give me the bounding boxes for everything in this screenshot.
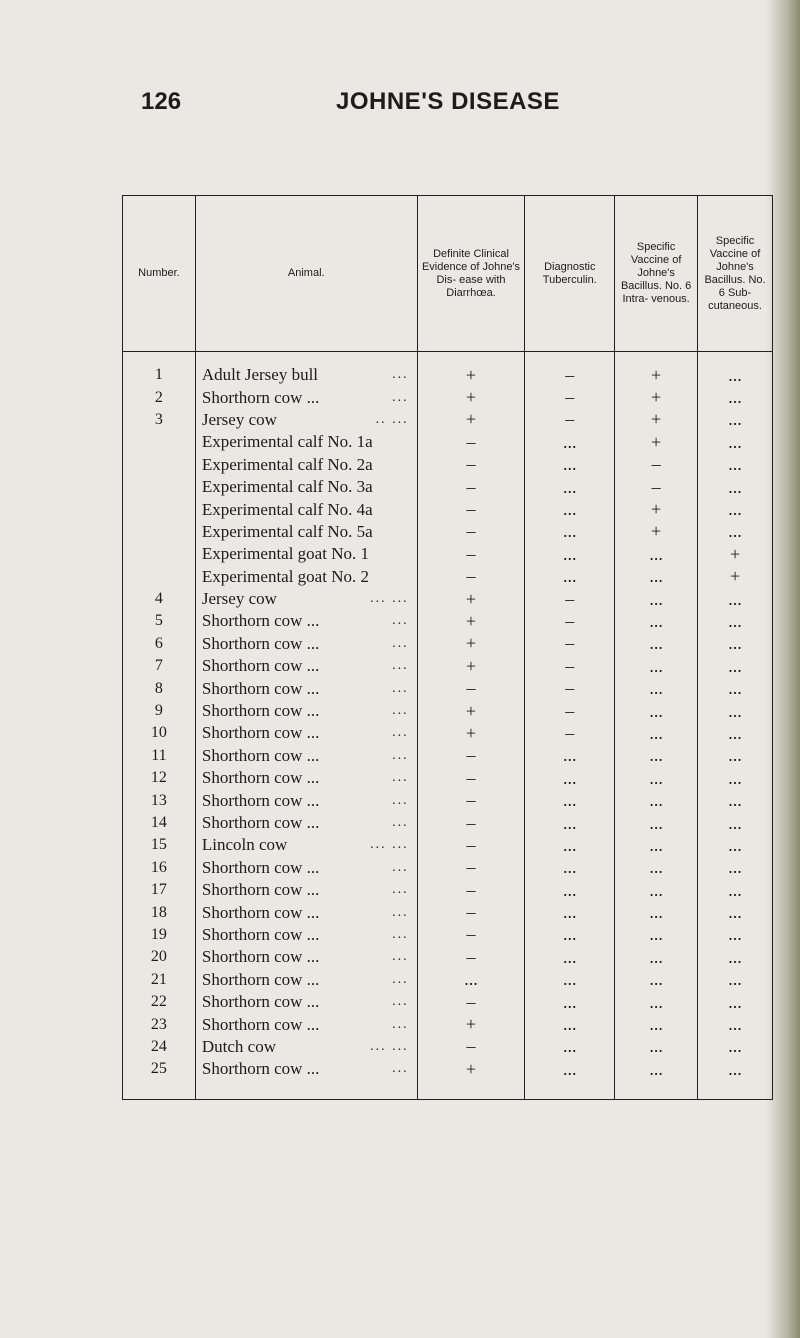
row-clinical-evidence: –: [417, 991, 525, 1013]
row-diagnostic-tuberculin: –: [525, 409, 615, 431]
table-row: [123, 879, 773, 901]
animal-label: Shorthorn cow ...: [201, 611, 320, 631]
row-vaccine-intravenous: ...: [615, 812, 698, 834]
table-row: [123, 521, 773, 543]
row-diagnostic-tuberculin: ...: [525, 834, 615, 856]
row-animal: [195, 476, 417, 498]
row-vaccine-subcutaneous: ...: [728, 1014, 742, 1035]
row-vaccine-intravenous: ...: [615, 924, 698, 946]
leader-dots: ...: [392, 792, 409, 808]
row-vaccine-subcutaneous: ...: [728, 790, 742, 811]
leader-dots: .. ...: [375, 411, 409, 427]
row-diagnostic-tuberculin: ...: [525, 1013, 615, 1035]
animal-label: Shorthorn cow ...: [201, 902, 320, 922]
leader-dots: ...: [392, 1061, 409, 1077]
table-row: [123, 991, 773, 1013]
table-row: [123, 700, 773, 722]
animal-label: Shorthorn cow ...: [201, 387, 320, 407]
header-diagnostic-tuberculin: Diagnostic Tuberculin.: [525, 196, 615, 352]
animal-label: Shorthorn cow ...: [201, 745, 320, 765]
header-row: [123, 196, 773, 352]
header-number: Number.: [123, 196, 196, 352]
row-number: 19: [123, 924, 196, 946]
leader-dots: ...: [392, 904, 409, 920]
row-vaccine-intravenous: ...: [615, 991, 698, 1013]
animal-label: Jersey cow: [201, 589, 277, 609]
leader-dots: ...: [392, 725, 409, 741]
row-vaccine-subcutaneous: ...: [728, 879, 742, 900]
row-number: 15: [123, 834, 196, 856]
row-number: 5: [123, 610, 196, 632]
animal-label: Shorthorn cow ...: [201, 1014, 320, 1034]
row-animal: [195, 1013, 417, 1035]
animal-label: Shorthorn cow ...: [201, 701, 320, 721]
row-diagnostic-tuberculin: –: [525, 700, 615, 722]
row-number: 21: [123, 969, 196, 991]
row-diagnostic-tuberculin: –: [525, 722, 615, 744]
row-vaccine-intravenous: ...: [615, 700, 698, 722]
row-vaccine-intravenous: –: [615, 476, 698, 498]
animal-label: Shorthorn cow ...: [201, 969, 320, 989]
row-diagnostic-tuberculin: ...: [525, 566, 615, 588]
animal-label: Shorthorn cow ...: [201, 880, 320, 900]
leader-dots: ...: [392, 815, 409, 830]
row-vaccine-intravenous: ...: [615, 677, 698, 699]
row-vaccine-subcutaneous: ...: [728, 678, 742, 699]
row-clinical-evidence: –: [417, 946, 525, 968]
row-vaccine-subcutaneous: ...: [728, 364, 742, 385]
row-diagnostic-tuberculin: ...: [525, 901, 615, 923]
page-number: 126: [141, 88, 182, 115]
row-vaccine-subcutaneous: +: [729, 543, 741, 564]
header-vaccine-intravenous: Specific Vaccine of Johne's Bacillus. No. 6 Intra- venous.: [615, 196, 698, 352]
row-vaccine-subcutaneous: ...: [728, 633, 742, 654]
row-animal: [195, 409, 417, 431]
row-vaccine-intravenous: ...: [615, 745, 698, 767]
row-vaccine-intravenous: ...: [615, 834, 698, 856]
row-clinical-evidence: –: [417, 834, 525, 856]
table-row: [123, 745, 773, 767]
table-body: [123, 352, 773, 1100]
row-vaccine-intravenous: +: [615, 386, 698, 408]
table-row: [123, 1013, 773, 1035]
row-clinical-evidence: –: [417, 901, 525, 923]
table-row: [123, 498, 773, 520]
row-animal: [195, 969, 417, 991]
row-animal: [195, 655, 417, 677]
row-vaccine-subcutaneous: ...: [728, 610, 742, 631]
row-animal: [195, 498, 417, 520]
results-table: [122, 195, 773, 1100]
row-animal: [195, 879, 417, 901]
row-animal: [195, 633, 417, 655]
row-clinical-evidence: –: [417, 566, 525, 588]
row-diagnostic-tuberculin: –: [525, 386, 615, 408]
row-vaccine-intravenous: ...: [615, 901, 698, 923]
row-vaccine-subcutaneous: ...: [728, 1058, 742, 1079]
row-diagnostic-tuberculin: ...: [525, 879, 615, 901]
row-vaccine-intravenous: +: [615, 521, 698, 543]
leader-dots: ...: [392, 971, 409, 987]
row-diagnostic-tuberculin: ...: [525, 1036, 615, 1058]
table-row: [123, 386, 773, 408]
table-row: [123, 633, 773, 655]
row-diagnostic-tuberculin: –: [525, 588, 615, 610]
row-vaccine-subcutaneous: ...: [728, 745, 742, 766]
table-row: [123, 767, 773, 789]
row-clinical-evidence: –: [417, 498, 525, 520]
row-number: [123, 454, 196, 476]
table-row: [123, 566, 773, 588]
row-vaccine-subcutaneous: ...: [728, 431, 742, 452]
row-vaccine-subcutaneous: ...: [728, 476, 742, 497]
row-vaccine-intravenous: –: [615, 454, 698, 476]
row-clinical-evidence: –: [417, 543, 525, 565]
leader-dots: ...: [392, 1016, 409, 1032]
row-vaccine-intravenous: ...: [615, 588, 698, 610]
table-row: [123, 969, 773, 991]
row-number: 25: [123, 1058, 196, 1099]
row-number: [123, 476, 196, 498]
animal-label: Experimental calf No. 1a: [201, 432, 373, 452]
table-row: [123, 946, 773, 968]
row-vaccine-subcutaneous: ...: [728, 700, 742, 721]
row-vaccine-subcutaneous: ...: [728, 857, 742, 878]
row-number: 10: [123, 722, 196, 744]
table-row: [123, 901, 773, 923]
row-diagnostic-tuberculin: ...: [525, 767, 615, 789]
row-animal: [195, 1036, 417, 1058]
row-number: [123, 521, 196, 543]
row-vaccine-subcutaneous: +: [729, 566, 741, 587]
animal-label: Shorthorn cow ...: [201, 947, 320, 967]
row-number: 11: [123, 745, 196, 767]
leader-dots: ...: [392, 859, 409, 875]
row-animal: [195, 789, 417, 811]
table-row: [123, 655, 773, 677]
row-diagnostic-tuberculin: ...: [525, 991, 615, 1013]
row-diagnostic-tuberculin: ...: [525, 789, 615, 811]
header-vaccine-subcutaneous: Specific Vaccine of Johne's Bacillus. No. 6 Sub- cutaneous.: [698, 196, 773, 352]
animal-label: Shorthorn cow ...: [201, 656, 320, 676]
row-clinical-evidence: –: [417, 677, 525, 699]
table-row: [123, 1058, 773, 1099]
row-number: 6: [123, 633, 196, 655]
row-number: [123, 543, 196, 565]
row-vaccine-intravenous: ...: [615, 946, 698, 968]
table-row: [123, 1036, 773, 1058]
row-animal: [195, 857, 417, 879]
leader-dots: ...: [392, 882, 409, 898]
animal-label: Shorthorn cow ...: [201, 924, 320, 944]
leader-dots: ...: [392, 949, 409, 965]
row-diagnostic-tuberculin: ...: [525, 857, 615, 879]
row-animal: [195, 352, 417, 387]
row-number: [123, 498, 196, 520]
row-animal: [195, 767, 417, 789]
row-vaccine-intravenous: ...: [615, 543, 698, 565]
row-animal: [195, 924, 417, 946]
row-animal: [195, 677, 417, 699]
row-animal: [195, 521, 417, 543]
row-number: 24: [123, 1036, 196, 1058]
row-diagnostic-tuberculin: ...: [525, 946, 615, 968]
row-number: 22: [123, 991, 196, 1013]
row-diagnostic-tuberculin: ...: [525, 431, 615, 453]
animal-label: Experimental calf No. 5a: [201, 521, 373, 541]
row-animal: [195, 610, 417, 632]
row-animal: [195, 991, 417, 1013]
row-vaccine-subcutaneous: ...: [728, 722, 742, 743]
row-vaccine-subcutaneous: ...: [728, 812, 742, 833]
row-animal: [195, 543, 417, 565]
row-vaccine-intravenous: ...: [615, 1013, 698, 1035]
row-number: [123, 566, 196, 588]
row-animal: [195, 901, 417, 923]
row-number: 9: [123, 700, 196, 722]
row-diagnostic-tuberculin: ...: [525, 924, 615, 946]
table-row: [123, 588, 773, 610]
animal-label: Jersey cow: [201, 409, 277, 429]
animal-label: Shorthorn cow ...: [201, 992, 320, 1012]
row-number: 18: [123, 901, 196, 923]
row-clinical-evidence: –: [417, 812, 525, 834]
row-number: 16: [123, 857, 196, 879]
animal-label: Adult Jersey bull: [201, 365, 319, 385]
row-vaccine-intravenous: ...: [615, 722, 698, 744]
row-vaccine-subcutaneous: ...: [728, 969, 742, 990]
row-vaccine-intravenous: ...: [615, 655, 698, 677]
row-vaccine-intravenous: ...: [615, 566, 698, 588]
row-animal: [195, 834, 417, 856]
row-vaccine-subcutaneous: ...: [728, 991, 742, 1012]
row-clinical-evidence: –: [417, 924, 525, 946]
row-clinical-evidence: +: [417, 1013, 525, 1035]
leader-dots: ...: [392, 367, 409, 383]
row-clinical-evidence: ...: [417, 969, 525, 991]
animal-label: Shorthorn cow ...: [201, 723, 320, 743]
animal-label: Shorthorn cow ...: [201, 857, 320, 877]
row-number: 12: [123, 767, 196, 789]
animal-label: Shorthorn cow ...: [201, 1059, 320, 1079]
table-row: [123, 834, 773, 856]
row-clinical-evidence: –: [417, 879, 525, 901]
animal-label: Experimental calf No. 3a: [201, 477, 373, 497]
row-animal: [195, 812, 417, 834]
leader-dots: ...: [392, 613, 409, 629]
row-vaccine-subcutaneous: ...: [728, 902, 742, 923]
row-clinical-evidence: –: [417, 454, 525, 476]
row-clinical-evidence: +: [417, 700, 525, 722]
animal-label: Shorthorn cow ...: [201, 678, 320, 698]
row-number: 2: [123, 386, 196, 408]
row-number: 23: [123, 1013, 196, 1035]
row-vaccine-intravenous: +: [615, 409, 698, 431]
row-animal: [195, 588, 417, 610]
leader-dots: ...: [392, 994, 409, 1010]
row-vaccine-subcutaneous: ...: [728, 454, 742, 475]
leader-dots: ...: [392, 770, 409, 786]
row-vaccine-intravenous: ...: [615, 879, 698, 901]
row-vaccine-intravenous: ...: [615, 1058, 698, 1099]
animal-label: Experimental goat No. 1: [201, 544, 369, 564]
animal-label: Experimental goat No. 2: [201, 566, 369, 586]
row-number: [123, 431, 196, 453]
leader-dots: ...: [392, 747, 409, 763]
row-clinical-evidence: –: [417, 857, 525, 879]
row-clinical-evidence: –: [417, 431, 525, 453]
row-number: 7: [123, 655, 196, 677]
row-vaccine-subcutaneous: ...: [728, 946, 742, 967]
row-clinical-evidence: +: [417, 409, 525, 431]
row-clinical-evidence: +: [417, 722, 525, 744]
row-diagnostic-tuberculin: ...: [525, 543, 615, 565]
row-diagnostic-tuberculin: ...: [525, 1058, 615, 1099]
row-vaccine-subcutaneous: ...: [728, 655, 742, 676]
row-clinical-evidence: +: [417, 655, 525, 677]
animal-label: Shorthorn cow ...: [201, 633, 320, 653]
animal-label: Shorthorn cow ...: [201, 813, 320, 832]
row-animal: [195, 745, 417, 767]
leader-dots: ...: [392, 926, 409, 942]
row-clinical-evidence: +: [417, 633, 525, 655]
row-vaccine-subcutaneous: ...: [728, 499, 742, 520]
row-animal: [195, 722, 417, 744]
leader-dots: ... ...: [370, 1038, 409, 1054]
row-vaccine-intravenous: +: [615, 498, 698, 520]
table-row: [123, 543, 773, 565]
leader-dots: ...: [392, 703, 409, 719]
row-number: 17: [123, 879, 196, 901]
running-title: JOHNE'S DISEASE: [336, 88, 560, 115]
row-animal: [195, 946, 417, 968]
row-clinical-evidence: +: [417, 352, 525, 387]
row-vaccine-intravenous: ...: [615, 610, 698, 632]
row-vaccine-subcutaneous: ...: [728, 924, 742, 945]
row-vaccine-subcutaneous: ...: [728, 767, 742, 788]
row-number: 14: [123, 812, 196, 834]
animal-label: Shorthorn cow ...: [201, 790, 320, 810]
table-row: [123, 476, 773, 498]
row-vaccine-intravenous: ...: [615, 633, 698, 655]
table-row: [123, 610, 773, 632]
row-clinical-evidence: –: [417, 1036, 525, 1058]
row-vaccine-intravenous: +: [615, 431, 698, 453]
row-animal: [195, 431, 417, 453]
row-number: 4: [123, 588, 196, 610]
row-vaccine-subcutaneous: ...: [728, 409, 742, 430]
table-row: [123, 454, 773, 476]
leader-dots: ... ...: [370, 591, 409, 607]
table-row: [123, 409, 773, 431]
table-row: [123, 677, 773, 699]
row-clinical-evidence: –: [417, 476, 525, 498]
row-diagnostic-tuberculin: ...: [525, 476, 615, 498]
header-animal: Animal.: [195, 196, 417, 352]
row-number: 3: [123, 409, 196, 431]
row-vaccine-subcutaneous: ...: [728, 521, 742, 542]
row-vaccine-subcutaneous: ...: [728, 1036, 742, 1057]
row-clinical-evidence: –: [417, 789, 525, 811]
header-clinical-evidence: Definite Clinical Evidence of Johne's Dis- ease with Diarrhœa.: [417, 196, 525, 352]
leader-dots: ... ...: [370, 837, 409, 853]
row-animal: [195, 566, 417, 588]
leader-dots: ...: [392, 389, 409, 405]
row-vaccine-intravenous: ...: [615, 1036, 698, 1058]
row-vaccine-intravenous: ...: [615, 857, 698, 879]
animal-label: Experimental calf No. 4a: [201, 499, 373, 519]
animal-label: Experimental calf No. 2a: [201, 454, 373, 474]
table-row: [123, 857, 773, 879]
table-row: [123, 924, 773, 946]
row-diagnostic-tuberculin: ...: [525, 521, 615, 543]
row-diagnostic-tuberculin: –: [525, 655, 615, 677]
row-animal: [195, 1058, 417, 1099]
leader-dots: ...: [392, 635, 409, 651]
row-diagnostic-tuberculin: –: [525, 352, 615, 387]
row-vaccine-intravenous: ...: [615, 789, 698, 811]
row-vaccine-subcutaneous: ...: [728, 588, 742, 609]
row-animal: [195, 386, 417, 408]
animal-label: Shorthorn cow ...: [201, 768, 320, 788]
row-number: 8: [123, 677, 196, 699]
row-clinical-evidence: +: [417, 386, 525, 408]
row-vaccine-intravenous: +: [615, 352, 698, 387]
row-number: 1: [123, 352, 196, 387]
leader-dots: ...: [392, 680, 409, 696]
row-diagnostic-tuberculin: –: [525, 610, 615, 632]
row-diagnostic-tuberculin: ...: [525, 969, 615, 991]
row-number: 13: [123, 789, 196, 811]
table-row: [123, 812, 773, 834]
row-animal: [195, 700, 417, 722]
row-diagnostic-tuberculin: ...: [525, 745, 615, 767]
row-vaccine-intravenous: ...: [615, 767, 698, 789]
row-diagnostic-tuberculin: ...: [525, 454, 615, 476]
row-vaccine-subcutaneous: ...: [728, 834, 742, 855]
row-clinical-evidence: –: [417, 745, 525, 767]
row-diagnostic-tuberculin: ...: [525, 812, 615, 834]
row-vaccine-intravenous: ...: [615, 969, 698, 991]
leader-dots: ...: [392, 658, 409, 674]
table-row: [123, 352, 773, 387]
row-clinical-evidence: +: [417, 1058, 525, 1099]
row-diagnostic-tuberculin: –: [525, 677, 615, 699]
row-diagnostic-tuberculin: –: [525, 633, 615, 655]
row-animal: [195, 454, 417, 476]
row-clinical-evidence: +: [417, 610, 525, 632]
row-vaccine-subcutaneous: ...: [728, 387, 742, 408]
table-row: [123, 431, 773, 453]
animal-label: Dutch cow: [201, 1036, 276, 1056]
table-row: [123, 722, 773, 744]
row-clinical-evidence: –: [417, 767, 525, 789]
animal-label: Lincoln cow: [201, 835, 288, 855]
row-number: 20: [123, 946, 196, 968]
row-diagnostic-tuberculin: ...: [525, 498, 615, 520]
row-clinical-evidence: –: [417, 521, 525, 543]
table-row: [123, 789, 773, 811]
row-clinical-evidence: +: [417, 588, 525, 610]
